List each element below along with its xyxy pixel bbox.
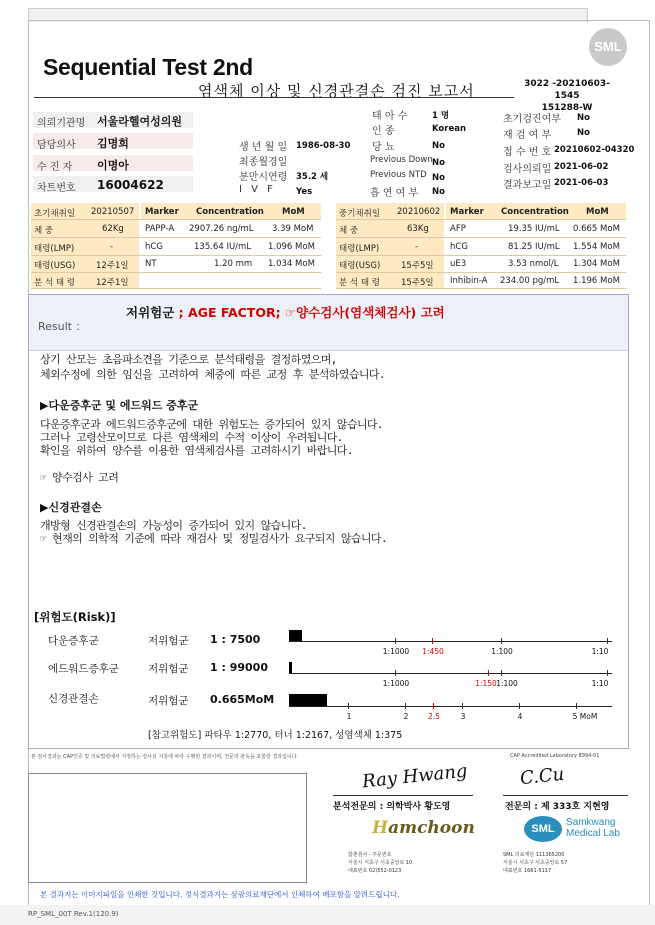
st-r0-marker: AFP [450, 224, 466, 234]
risk-down-tick-label: 1:100 [491, 647, 513, 656]
hamchoon-logo-text: amchoon [388, 818, 475, 838]
ft-r2-mom: 1.034 MoM [268, 259, 315, 269]
sml-name [566, 817, 620, 839]
report-date-label: 결과보고일 [503, 180, 552, 191]
risk-down-tick [607, 638, 608, 644]
risk-ntd-tick [576, 703, 577, 709]
risk-edw-tick-label: 1:100 [496, 679, 518, 688]
sml-logo: SML [589, 28, 627, 66]
risk-down-tick-label: 1:10 [591, 647, 609, 656]
st-r3-mom: 1.196 MoM [573, 276, 620, 286]
result-label: Result ： [38, 320, 87, 333]
risk-down-value: 1 : 7500 [210, 633, 261, 646]
st-gausg-label: 태령(USG) [339, 261, 381, 271]
smoke-value: No [432, 187, 445, 197]
report-date-value: 2021-06-03 [554, 178, 609, 188]
st-r1-mom: 1.554 MoM [573, 242, 620, 252]
risk-ntd-tick-label: 2 [403, 712, 409, 721]
risk-edw-value: 1 : 99000 [210, 661, 268, 674]
st-r2-marker: uE3 [450, 259, 467, 269]
ft-gausg-label: 태령(USG) [34, 261, 76, 271]
risk-ntd-tick-label: 2.5 [428, 712, 440, 721]
hamchoon-address-1: 함춘검사 · 주문번호 [348, 852, 392, 858]
ft-r2-conc: 1.20 mm [214, 259, 253, 269]
risk-down-tick [501, 638, 502, 644]
chart-label: 차트번호 [37, 183, 76, 194]
risk-down-bar [289, 630, 302, 641]
doctor-label: 담당의사 [37, 140, 76, 151]
ft-gaana: 12주1일 [96, 278, 129, 288]
fetus-value: 1 명 [432, 111, 450, 121]
st-r0-mom: 0.665 MoM [573, 224, 620, 234]
footer-cap-number: CAP Accredited Laboratory 8994-01 [510, 753, 600, 759]
doc-number-2: 151288-W [541, 103, 593, 113]
ft-r0-mom: 3.39 MoM [272, 224, 314, 234]
hamchoon-address-3: 대표번호 02)552-0123 [348, 868, 402, 874]
inst-value: 서울라헬여성의원 [97, 115, 183, 128]
req-date-label: 검사의뢰일 [503, 164, 552, 175]
doc-number-1: 3022 -20210603-1545 [524, 79, 610, 101]
st-gaana-label: 분 석 태 령 [339, 278, 380, 288]
st-galmp-label: 태령(LMP) [339, 244, 380, 254]
lmp-label: 최종월경일 [239, 157, 288, 168]
risk-ntd-tick [405, 703, 406, 709]
age-label: 분만시연령 [239, 172, 288, 183]
ft-weight-label: 체 중 [34, 226, 54, 236]
st-h-marker: Marker [450, 207, 484, 217]
ft-r1-marker: hCG [145, 242, 163, 252]
sml-name-1: Samkwang [566, 817, 616, 828]
risk-ntd-tick [348, 703, 349, 709]
st-r3-conc: 234.00 pg/mL [500, 276, 560, 286]
risk-down-axis [289, 641, 612, 642]
sml-logo-footer: SML [524, 816, 562, 842]
result-p5: 확인을 위하여 양수를 이용한 염색체검사를 고려하시기 바랍니다. [40, 444, 353, 457]
patient-label: 수 진 자 [37, 162, 73, 173]
st-r1-conc: 81.25 IU/mL [508, 242, 560, 252]
hamchoon-logo [372, 818, 475, 838]
risk-ntd-group: 저위험군 [148, 695, 189, 707]
st-weight: 63Kg [407, 224, 429, 234]
retest-label: 재 검 여 부 [503, 130, 552, 141]
reference-risk: [참고위험도] 파타우 1:2770, 터너 1:2167, 성염색체 1:375 [148, 730, 403, 741]
risk-ntd-tick-label: 3 [460, 712, 466, 721]
risk-edw-axis [289, 673, 612, 674]
result-p3: 다운증후군과 에드워드증후군에 대한 위험도는 증가되어 있지 않습니다. [40, 418, 383, 431]
result-p8: ☞ 현재의 의학적 기준에 따라 재검사 및 정밀검사가 요구되지 않습니다. [40, 532, 387, 545]
ft-date: 20210507 [91, 207, 135, 217]
title-kr: 염색체 이상 및 신경관결손 검진 보고서 [198, 82, 475, 100]
revision-label: RP_SML_00T Rev.1(120.9) [28, 910, 119, 918]
dob-value: 1986-08-30 [296, 141, 351, 151]
ft-galmp-label: 태령(LMP) [34, 244, 75, 254]
sml-address-3: 대표번호 1661-5117 [503, 868, 552, 874]
signer-1: 분석전문의 : 의학박사 황도영 [333, 802, 451, 812]
risk-ntd-tick [462, 703, 463, 709]
ft-date-label: 초기채취일 [34, 209, 76, 219]
hamchoon-address [348, 851, 412, 875]
doc-number [522, 78, 612, 114]
result-h2: ▶신경관결손 [40, 501, 102, 514]
dm-value: No [432, 141, 445, 151]
risk-down-tick [395, 638, 396, 644]
receipt-label: 접 수 번 호 [503, 147, 552, 158]
patient-value: 이명아 [97, 159, 129, 172]
risk-ntd-tick-label: 1 [346, 712, 352, 721]
dm-label: 당 뇨 [372, 142, 395, 153]
race-label: 인 종 [372, 126, 395, 137]
race-value: Korean [432, 124, 467, 134]
risk-down-tick-label: 1:1000 [382, 647, 410, 656]
first-label: 초기검진여부 [503, 114, 561, 125]
risk-down-name: 다운증후군 [48, 635, 99, 647]
dob-label: 생 년 월 일 [239, 142, 288, 153]
footer-note: 본 결과지는 이미지파일을 인쇄한 것입니다. 정식결과지는 삼광의료재단에서 인쇄하여 배포함을 알려드립니다. [40, 890, 400, 899]
memo-box [28, 773, 307, 883]
st-weight-label: 체 중 [339, 226, 359, 236]
risk-edw-tick-label: 1:150 [475, 679, 497, 688]
title-underline [34, 97, 514, 98]
ft-gaana-label: 분 석 태 령 [34, 278, 75, 288]
risk-edw-bar [289, 662, 292, 673]
ft-h-marker: Marker [145, 207, 179, 217]
result-p4: 그러나 고령산모이므로 다른 염색체의 수적 이상이 우려됩니다. [40, 431, 343, 444]
risk-edw-group: 저위험군 [148, 663, 189, 675]
first-value: No [577, 113, 590, 123]
st-h-mom: MoM [586, 207, 609, 217]
st-date: 20210602 [397, 207, 441, 217]
st-h-conc: Concentration [501, 207, 569, 217]
result-p7: 개방형 신경관결손의 가능성이 증가되어 있지 않습니다. [40, 519, 307, 532]
req-date-value: 2021-06-02 [554, 162, 609, 172]
ft-r2-marker: NT [145, 259, 157, 269]
prevntd-label: Previous NTD [370, 170, 427, 180]
st-gaana: 15주5일 [401, 278, 434, 288]
result-summary [126, 303, 445, 321]
risk-down-tick-label: 1:450 [422, 647, 444, 656]
st-r3-marker: Inhibin-A [450, 276, 488, 286]
risk-down-tick [432, 638, 433, 644]
doctor-value: 김명희 [97, 137, 129, 150]
risk-ntd-tick [433, 703, 434, 709]
result-summary-a: 저위험군 [126, 305, 175, 320]
st-r2-conc: 3.53 nmol/L [508, 259, 559, 269]
st-r1-marker: hCG [450, 242, 468, 252]
risk-edw-tick-label: 1:1000 [382, 679, 410, 688]
footer-cap-note: 본 검사결과는 CAP인증 및 의료법령에서 지정하는 검사실 지침에 따라 수행된 결과이며, 전문의 판독을 포함한 결과입니다. [31, 754, 299, 760]
result-p1: 상기 산모는 초음파소견을 기준으로 분석태령을 결정하였으며, [40, 353, 337, 366]
st-gausg: 15주5일 [401, 261, 434, 271]
signer-2: 전문의 : 제 333호 지현영 [505, 802, 610, 812]
risk-ntd-tick-label: 4 [517, 712, 523, 721]
retest-value: No [577, 128, 590, 138]
risk-down-group: 저위험군 [148, 635, 189, 647]
risk-ntd-bar [289, 694, 327, 706]
ft-h-mom: MoM [282, 207, 305, 217]
prevdown-label: Previous Down [370, 155, 433, 165]
hamchoon-address-2: 서울시 서초구 서초중앙로 10 [348, 860, 413, 866]
risk-ntd-tick-label: 5 MoM [572, 712, 598, 721]
st-r0-conc: 19.35 IU/mL [508, 224, 560, 234]
ft-r1-conc: 135.64 IU/mL [194, 242, 252, 252]
result-h1: ▶다운증후군 및 에드워드 증후군 [40, 399, 199, 412]
risk-edw-tick [607, 670, 608, 676]
sml-address-2: 서울시 서초구 서초중앙로 57 [503, 860, 568, 866]
ft-gausg: 12주1일 [96, 261, 129, 271]
result-p2: 체외수정에 의한 임신을 고려하여 체중에 따른 교정 후 분석하였습니다. [40, 368, 385, 381]
result-p6: ☞ 양수검사 고려 [40, 471, 119, 484]
receipt-value: 20210602-04320 [554, 145, 635, 155]
ft-galmp: - [110, 242, 114, 252]
sml-address [503, 851, 567, 875]
result-summary-b: ; AGE FACTOR; ☞양수검사(염색체검사) 고려 [174, 305, 445, 320]
inst-label: 의뢰기관명 [37, 118, 86, 129]
risk-ntd-tick [519, 703, 520, 709]
risk-ntd-axis [289, 706, 612, 707]
ft-r0-marker: PAPP-A [145, 224, 175, 234]
ft-r1-mom: 1.096 MoM [268, 242, 315, 252]
risk-edw-tick [395, 670, 396, 676]
ivf-label: I V F [239, 184, 273, 195]
signature-line-1 [333, 795, 473, 796]
smoke-label: 흡 연 여 부 [370, 188, 419, 199]
prevdown-value: No [432, 158, 445, 168]
signature-1: Ray Hwang [361, 760, 469, 793]
sml-name-2: Medical Lab [566, 828, 620, 839]
risk-edw-tick [488, 670, 489, 676]
ft-h-conc: Concentration [196, 207, 264, 217]
age-value: 35.2 세 [296, 172, 329, 182]
risk-edw-name: 에드워드증후군 [48, 663, 120, 675]
ivf-value: Yes [296, 187, 313, 197]
signature-2: C.Cu [519, 763, 566, 790]
fetus-label: 태 아 수 [372, 111, 408, 122]
st-date-label: 중기채취일 [339, 209, 381, 219]
st-r2-mom: 1.304 MoM [573, 259, 620, 269]
ft-r0-conc: 2907.26 ng/mL [189, 224, 254, 234]
title-en: Sequential Test 2nd [43, 54, 253, 80]
hamchoon-logo-h: H [372, 818, 389, 838]
prevntd-value: No [432, 173, 445, 183]
risk-edw-tick-label: 1:10 [591, 679, 609, 688]
risk-ntd-name: 신경관결손 [48, 693, 99, 705]
sml-address-1: SML 의료재단 111365200 [503, 852, 565, 858]
st-galmp: - [415, 242, 419, 252]
ft-weight: 62Kg [102, 224, 124, 234]
risk-title: [위험도(Risk)] [34, 610, 116, 624]
chart-value: 16004622 [97, 178, 164, 192]
risk-ntd-value: 0.665MoM [210, 693, 275, 706]
signature-line-2 [503, 795, 628, 796]
risk-edw-tick [501, 670, 502, 676]
